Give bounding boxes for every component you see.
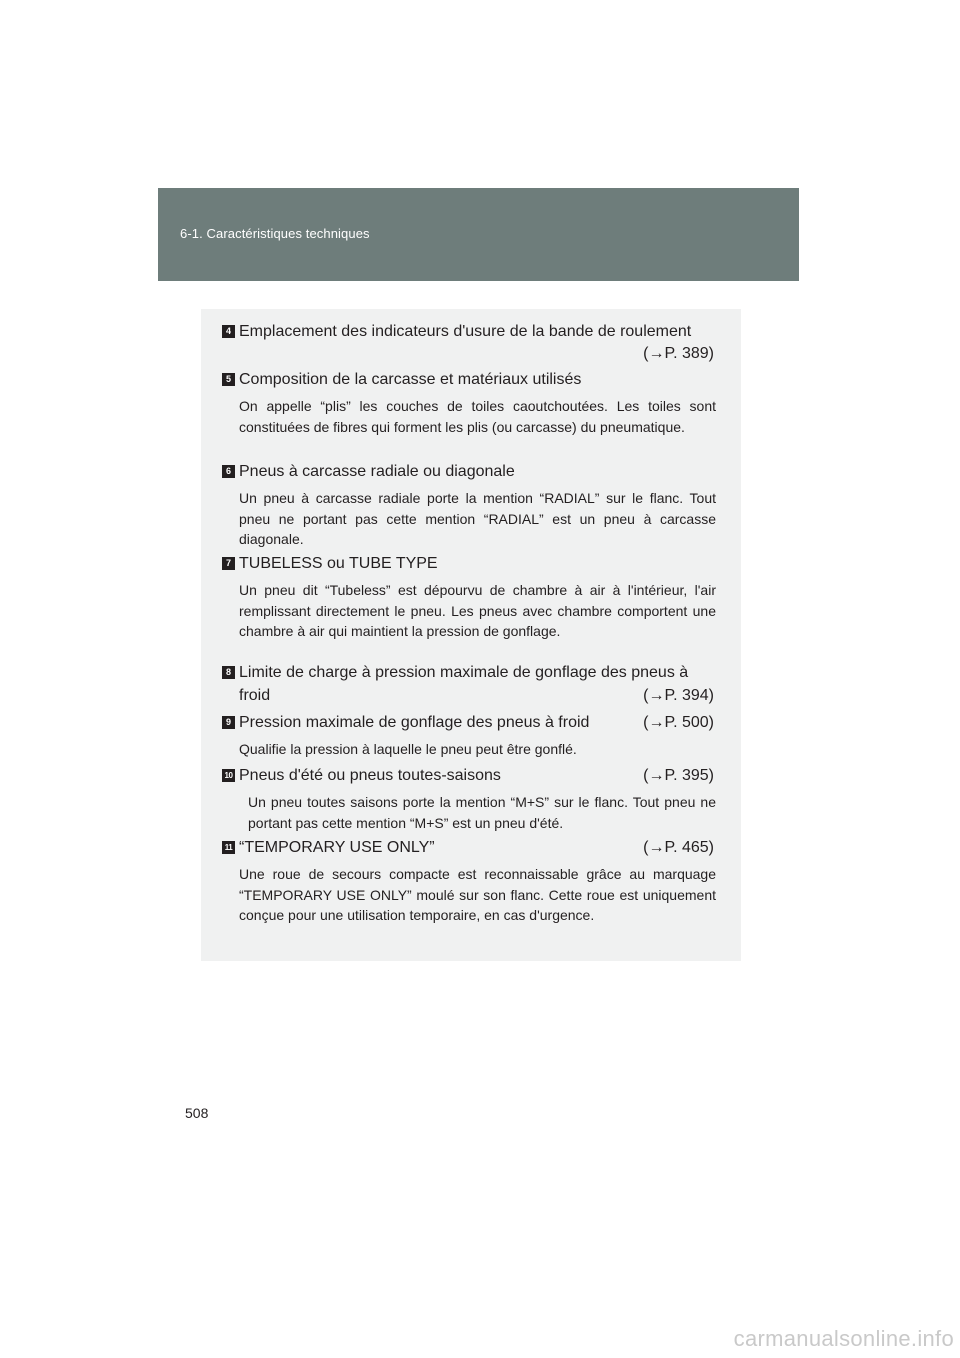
page-reference: (→P. 465) [643, 839, 714, 856]
item-number-badge: 10 [222, 769, 235, 782]
section-header [158, 188, 799, 281]
item-description: Une roue de secours compacte est reconnaissable grâce au marquage “TEMPORARY USE ONLY” moulé sur son flanc. Cette roue est uniquement conçue pour une utilisation temporaire, en cas d'urgence. [239, 866, 716, 923]
item-description: Un pneu à carcasse radiale porte la mention “RADIAL” sur le flanc. Tout pneu ne portant pas cette mention “RADIAL” est un pneu à carcasse diagonale. [239, 490, 716, 547]
item-number-badge: 7 [222, 557, 235, 570]
item-title: TUBELESS ou TUBE TYPE [239, 555, 438, 572]
item-title-continued: froid [239, 687, 271, 704]
item-title: Pneus d'été ou pneus toutes-saisons [239, 767, 501, 784]
item-number-badge: 5 [222, 373, 235, 386]
page-number: 508 [185, 1105, 209, 1121]
item-number-badge: 4 [222, 325, 235, 338]
item-title: “TEMPORARY USE ONLY” [239, 839, 435, 856]
item-title: Pression maximale de gonflage des pneus à froid [239, 714, 590, 731]
item-title: Pneus à carcasse radiale ou diagonale [239, 463, 515, 480]
page-reference: (→P. 394) [643, 687, 714, 704]
item-number-badge: 11 [222, 841, 235, 854]
item-description: On appelle “plis” les couches de toiles caoutchoutées. Les toiles sont constituées de fibres qui forment les plis (ou carcasse) du pneumatique. [239, 398, 716, 435]
page-reference: (→P. 389) [643, 345, 714, 362]
tire-markings-panel [201, 309, 741, 961]
section-title: 6-1. Caractéristiques techniques [180, 226, 370, 241]
item-description: Qualifie la pression à laquelle le pneu peut être gonflé. [239, 741, 577, 757]
item-description: Un pneu dit “Tubeless” est dépourvu de chambre à air à l'intérieur, l'air remplissant directement le pneu. Les pneus avec chambre comportent une chambre à air qui maintient la pression de gonflage. [239, 582, 716, 639]
item-title: Composition de la carcasse et matériaux utilisés [239, 371, 582, 388]
item-description: Un pneu toutes saisons porte la mention “M+S” sur le flanc. Tout pneu ne portant pas cette mention “M+S” est un pneu d'été. [248, 794, 716, 831]
item-number-badge: 9 [222, 716, 235, 729]
watermark: carmanualsonline.info [733, 1326, 954, 1351]
item-number-badge: 6 [222, 465, 235, 478]
item-number-badge: 8 [222, 666, 235, 679]
item-title: Emplacement des indicateurs d'usure de la bande de roulement [239, 323, 692, 340]
page-reference: (→P. 500) [643, 714, 714, 731]
item-title: Limite de charge à pression maximale de gonflage des pneus à [239, 664, 689, 681]
page-reference: (→P. 395) [643, 767, 714, 784]
